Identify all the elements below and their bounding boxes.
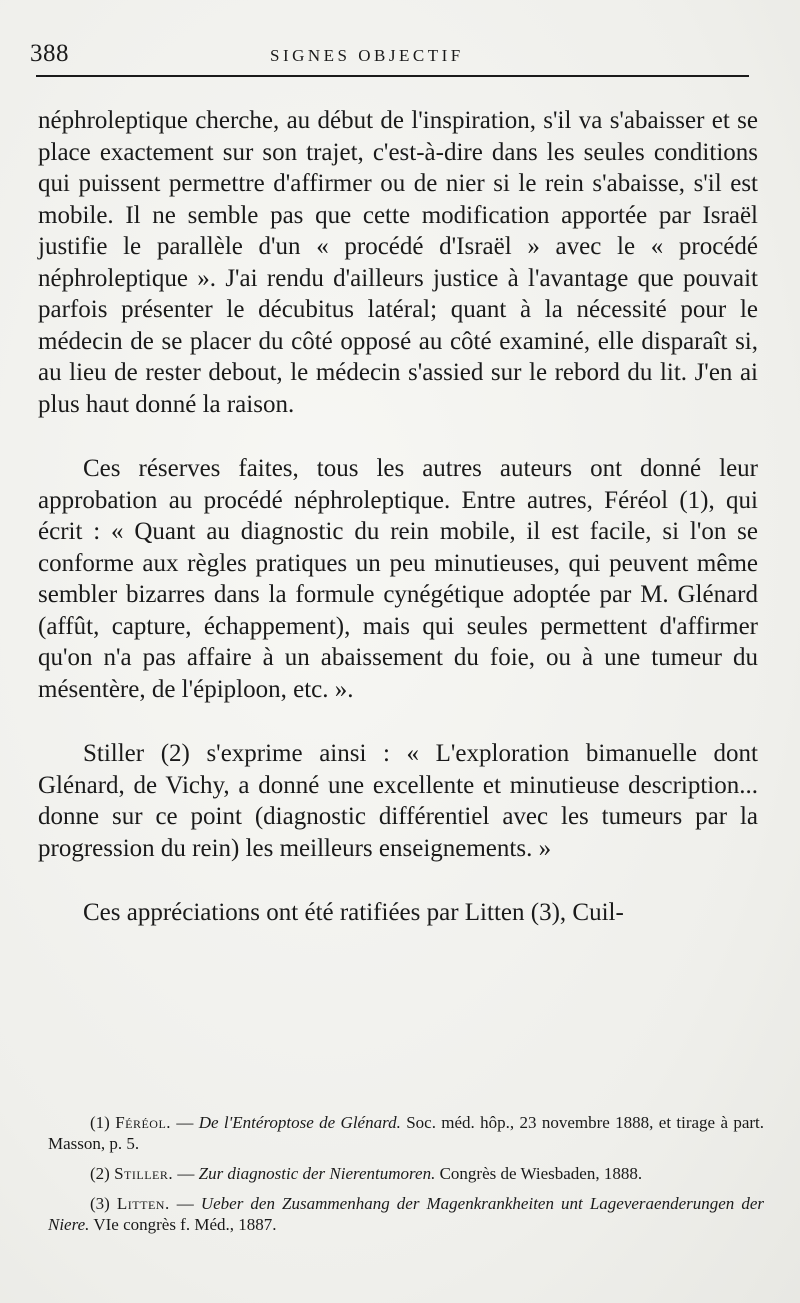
- paragraph-4: Ces appréciations ont été ratifiées par Litten (3), Cuil-: [83, 899, 624, 926]
- footnote-3: [48, 1193, 764, 1235]
- footnote-2: [48, 1163, 764, 1184]
- footnote-1: [48, 1112, 764, 1154]
- footnote-author: Féréol.: [115, 1113, 172, 1132]
- footnote-title: De l'Entéroptose de Glénard.: [198, 1113, 401, 1132]
- running-title: SIGNES OBJECTIF: [270, 46, 464, 65]
- main-text: [38, 105, 758, 929]
- footnote-title: Zur diagnostic der Nierentumoren.: [198, 1164, 436, 1183]
- footnote-dash: —: [173, 1164, 199, 1183]
- footnote-details: Soc. méd. hôp., 23 novembre 1888, et tirage à part. Masson, p. 5.: [48, 1113, 765, 1153]
- footnote-marker: (3): [90, 1194, 110, 1213]
- footnote-details: Congrès de Wiesbaden, 1888.: [435, 1164, 643, 1183]
- footnotes: [48, 1112, 764, 1244]
- footnote-title: Ueber den Zusammenhang der Magenkrankheiten unt Lageveraenderungen der Niere.: [48, 1194, 765, 1234]
- page-header: [30, 40, 765, 74]
- header-rule: [36, 75, 749, 77]
- paragraph-1: néphroleptique cherche, au début de l'inspiration, s'il va s'abaisser et se place exactement sur son trajet, c'est-à-dire dans les seules conditions qui puissent permettre d'affirmer ou de nier si le rein s'abaisse, s'il est mobile. Il ne semble pas que cette modification apportée par Israël justifie le parallèle d'un « procédé d'Israël » avec le « procédé néphroleptique ». J'ai rendu d'ailleurs justice à l'avantage que pouvait parfois présenter le décubitus latéral; quant à la nécessité pour le médecin de se placer du côté opposé au côté examiné, elle disparaît si, au lieu de rester debout, le médecin s'assied sur le rebord du lit. J'en ai plus haut donné la raison.: [38, 107, 758, 418]
- footnote-dash: —: [171, 1113, 199, 1132]
- footnote-author: Stiller.: [114, 1164, 174, 1183]
- paragraph-3: Stiller (2) s'exprime ainsi : « L'exploration bimanuelle dont Glénard, de Vichy, a donné une excellente et minutieuse description... donne sur ce point (diagnostic différentiel avec les tumeurs par la progression du rein) les meilleurs enseignements. »: [38, 740, 758, 862]
- footnote-details: VIe congrès f. Méd., 1887.: [89, 1215, 277, 1234]
- footnote-dash: —: [169, 1194, 201, 1213]
- footnote-author: Litten.: [116, 1194, 170, 1213]
- paragraph-2: Ces réserves faites, tous les autres auteurs ont donné leur approbation au procédé néphroleptique. Entre autres, Féréol (1), qui écrit : « Quant au diagnostic du rein mobile, il est facile, si l'on se conforme aux règles pratiques un peu minutieuses, qui peuvent même sembler bizarres dans la formule cynégétique adoptée par M. Glénard (affût, capture, échappement), mais qui seules permettent d'affirmer qu'on n'a pas affaire à un abaissement du foie, ou à une tumeur du mésentère, de l'épiploon, etc. ».: [38, 455, 758, 703]
- footnote-marker: (2): [90, 1164, 110, 1183]
- page-number: 388: [30, 40, 69, 67]
- footnote-marker: (1): [90, 1113, 110, 1132]
